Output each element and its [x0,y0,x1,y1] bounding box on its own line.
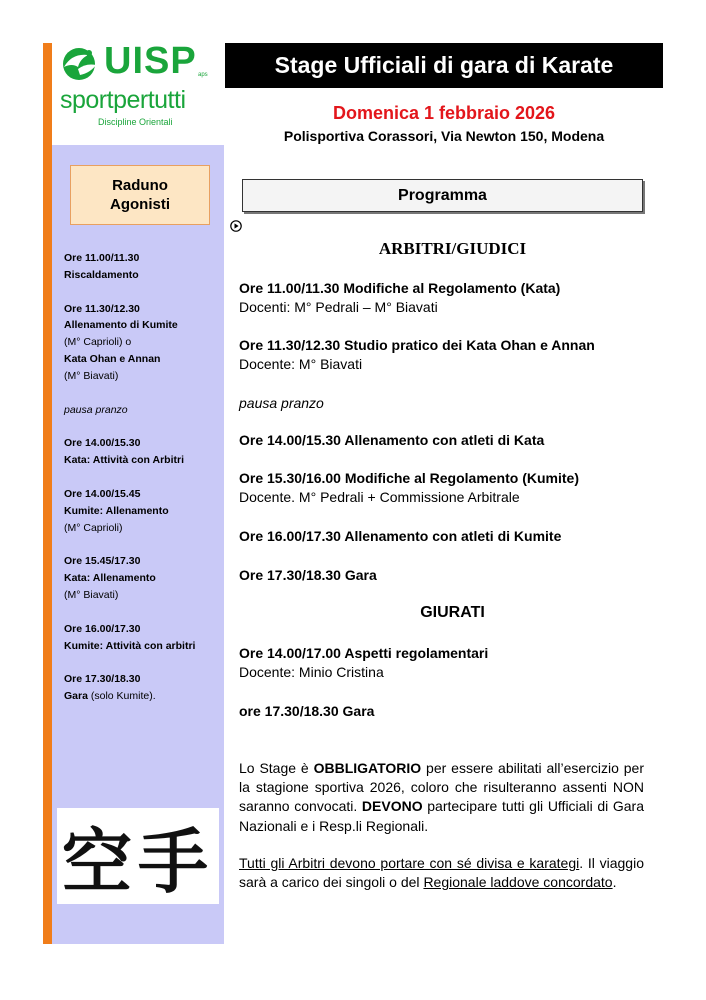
notes-paragraph-2 [239,854,644,892]
logo-aps-text: aps [198,72,208,78]
raduno-label: Raduno [112,177,168,194]
sidebar-item-time: Ore 14.00/15.45 [64,487,141,500]
logo-division: Discipline Orientali [98,117,173,127]
notes-underlined-text: Tutti gli Arbitri devono portare con sé divisa e karategi [239,855,580,871]
arbitri-session-title: Ore 14.00/15.30 Allenamento con atleti di Kata [239,432,545,448]
sidebar-pause: pausa pranzo [64,403,128,416]
sidebar-item-activity: Kata: Allenamento [64,572,156,585]
notes-text: per essere abilitati all’esercizio per la stagione sportiva 2026, coloro che risulteranno assenti NON saranno convocati. [239,760,644,815]
sidebar-item-time: Ore 17.30/18.30 [64,673,141,686]
logo-uisp-text: UISP [104,40,197,82]
notes-bold-obbligatorio: OBBLIGATORIO [313,760,422,776]
sidebar-item-time: Ore 11.30/12.30 [64,302,140,315]
giurati-session-title: Ore 14.00/17.00 Aspetti regolamentari [239,645,489,661]
kanji-text: 空手 [62,819,214,903]
sidebar-item [64,486,219,536]
sidebar-item-teacher: (M° Caprioli) o [64,336,132,349]
sidebar-item-activity: Allenamento di Kumite [64,319,178,332]
notes-text: . [612,874,617,891]
sidebar-item-time: Ore 16.00/17.30 [64,622,141,635]
sidebar-item-activity: Kumite: Allenamento [64,504,169,517]
event-location: Polisportiva Corassori, Via Newton 150, Modena [283,128,605,144]
arbitri-session-title: Ore 16.00/17.30 Allenamento con atleti di Kumite [239,528,562,544]
sidebar-item [64,435,219,469]
gara-label: Gara [64,690,88,703]
giurati-heading: GIURATI [420,604,485,621]
sidebar-item-activity: Kata: Attività con Arbitri [64,454,184,467]
sidebar-item [64,402,219,419]
sidebar-item-activity: Riscaldamento [64,268,139,281]
arbitri-session-title: Ore 11.30/12.30 Studio pratico dei Kata Ohan e Annan [239,337,595,353]
arbitri-session-title: Ore 15.30/16.00 Modifiche al Regolamento (Kumite) [239,470,579,486]
orange-stripe [43,43,52,944]
logo-tagline: sportpertutti [60,86,186,114]
sidebar-item [64,301,219,385]
arbitri-session-title: Ore 17.30/18.30 Gara [239,567,377,583]
giurati-session-title: ore 17.30/18.30 Gara [239,703,375,719]
sidebar-item-time: Ore 15.45/17.30 [64,555,141,568]
sidebar-item [64,671,219,705]
agonisti-label: Agonisti [110,196,170,213]
notes-text: . Il viaggio sarà a carico dei singoli o del [239,855,644,891]
notes-bold-devono: DEVONO [361,798,423,815]
arbitri-session-teacher: Docente: M° Biavati [239,356,363,372]
sidebar-item [64,553,219,603]
sidebar-item-activity [64,688,219,705]
page-title: Stage Ufficiali di gara di Karate [225,43,663,88]
sidebar-item-teacher: (M° Caprioli) [64,521,123,534]
sidebar-item-time: Ore 14.00/15.30 [64,437,141,450]
arbitri-session-title: Ore 11.00/11.30 Modifiche al Regolamento (Kata) [239,280,561,296]
uisp-emblem-icon [58,45,100,81]
raduno-agonisti-box [70,165,210,225]
sidebar-item [64,621,219,655]
karate-kanji-image [57,808,219,904]
programma-box: Programma [242,179,643,212]
giurati-session-teacher: Docente: Minio Cristina [239,664,384,680]
play-circle-icon [230,220,242,232]
sidebar-item-activity: Kata Ohan e Annan [64,352,161,365]
sidebar-item-time: Ore 11.00/11.30 [64,252,140,264]
sidebar-schedule [64,250,219,722]
notes-text: Lo Stage è [239,760,314,776]
arbitri-heading: ARBITRI/GIUDICI [378,239,527,258]
sidebar-item [64,250,219,284]
sidebar-item-teacher: (M° Biavati) [64,588,119,601]
gara-note: (solo Kumite). [87,690,156,703]
arbitri-pause: pausa pranzo [239,395,324,411]
sidebar-item-teacher: (M° Biavati) [64,369,119,382]
arbitri-session-teacher: Docente. M° Pedrali + Commissione Arbitrale [239,489,520,505]
arbitri-session-teacher: Docenti: M° Pedrali – M° Biavati [239,299,438,315]
notes-paragraph-1 [239,759,644,836]
event-date: Domenica 1 febbraio 2026 [332,103,556,123]
sidebar-item-activity: Kumite: Attività con arbitri [64,639,196,652]
notes-underlined-text: Regionale laddove concordato [423,874,613,891]
notes-text: partecipare tutti gli Ufficiali di Gara Nazionali e i Resp.li Regionali. [239,798,644,834]
